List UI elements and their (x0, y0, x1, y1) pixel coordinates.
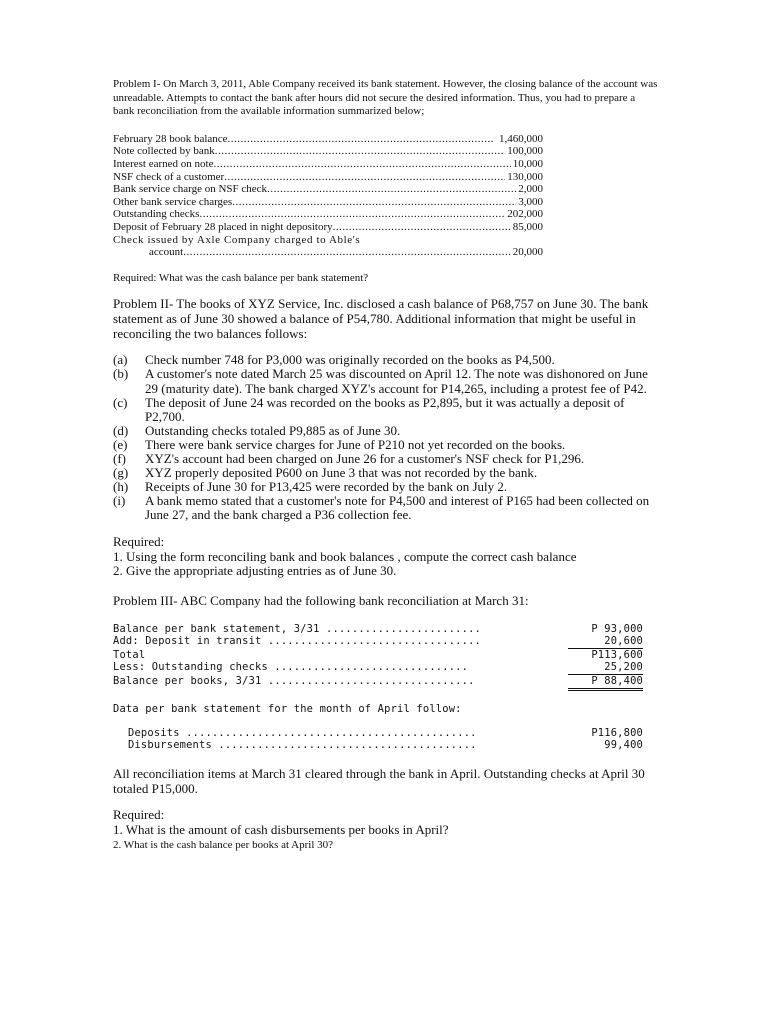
required-label: Required: (113, 807, 165, 823)
ledger-label: Note collected by bank (113, 145, 215, 158)
item-text: A customer's note dated March 25 was discounted on April 12. The note was dishonored on June 29 (maturity date). The bank charged XYZ's account for P14,265, including a protest fee of P42. (145, 366, 648, 396)
item-letter: (g) (113, 465, 129, 481)
ledger-amount: 20,000 (512, 246, 543, 259)
item-text: Check number 748 for P3,000 was originally recorded on the books as P4,500. (145, 352, 555, 368)
ledger-label: NSF check of a customer (113, 170, 225, 183)
recon-value: 20,600 (568, 635, 643, 649)
list-item (113, 396, 658, 424)
item-text: The deposit of June 24 was recorded on the books as P2,895, but it was actually a deposit of P2,700. (145, 394, 625, 424)
problem2-required (113, 535, 658, 578)
ledger-label: Deposit of February 28 placed in night depository (113, 220, 333, 233)
ledger-row (113, 246, 543, 259)
data-value: P116,800 (591, 726, 643, 739)
recon-label: Balance per bank statement, 3/31 ........................ (113, 622, 481, 635)
recon-label: Balance per books, 3/31 ................................ (113, 675, 475, 688)
ledger-row (113, 133, 543, 146)
list-item (113, 494, 658, 522)
item-letter: (e) (113, 436, 128, 452)
ledger-amount: 85,000 (512, 220, 543, 233)
ledger-amount: 130,000 (507, 170, 543, 183)
recon-value: P 88,400 (568, 675, 643, 691)
problem3-intro: Problem III- ABC Company had the following bank reconciliation at March 31: (113, 592, 529, 608)
ledger-amount: 2,000 (518, 183, 543, 196)
list-item (113, 424, 658, 438)
ledger-label-continued: Check issued by Axle Company charged to Able's (113, 233, 361, 246)
recon-row (113, 635, 658, 649)
required-item: 1. Using the form reconciling bank and book balances , compute the correct cash balance (113, 548, 577, 564)
problem2-intro: Problem II- The books of XYZ Service, Inc. disclosed a cash balance of P68,757 on June 30. The bank statement as of June 30 showed a balance of P54,780. Additional information that might be useful in reconciling the two balances follows: (113, 295, 649, 342)
recon-row (113, 675, 658, 691)
ledger-amount: 10,000 (512, 157, 543, 170)
item-letter: (i) (113, 493, 126, 509)
recon-label: Add: Deposit in transit ................................. (113, 635, 481, 648)
item-letter: (d) (113, 422, 129, 438)
document-page (113, 78, 658, 852)
list-item (113, 367, 658, 395)
list-item (113, 466, 658, 480)
data-label: Disbursements ........................................ (128, 739, 477, 752)
recon-value: 25,200 (568, 661, 643, 675)
item-letter: (f) (113, 450, 126, 466)
recon-label: Less: Outstanding checks .............................. (113, 661, 469, 674)
item-text: XYZ's account had been charged on June 26 for a customer's NSF check for P1,296. (145, 450, 585, 466)
problem1-ledger (113, 133, 658, 259)
required-label: Required: (113, 534, 165, 550)
problem3-required (113, 808, 658, 852)
recon-row (113, 623, 658, 636)
list-item (113, 452, 658, 466)
item-letter: (c) (113, 394, 128, 410)
recon-value: P 93,000 (591, 622, 643, 635)
ledger-row (113, 183, 543, 196)
ledger-row (113, 196, 543, 209)
problem1-intro: Problem I- On March 3, 2011, Able Company received its bank statement. However, the closing balance of the account was unreadable. Attempts to contact the bank after hours did not secure the desired information. Thus, you had to prepare a bank reconciliation from the available information summarized below; (113, 78, 658, 118)
item-text: There were bank service charges for June of P210 not yet recorded on the books. (145, 436, 566, 452)
ledger-label: Bank service charge on NSF check (113, 183, 268, 196)
item-letter: (b) (113, 366, 129, 382)
ledger-amount: 1,460,000 (499, 132, 543, 145)
ledger-row (113, 145, 543, 158)
ledger-label: Other bank service charges (113, 195, 233, 208)
required-item: 1. What is the amount of cash disbursements per books in April? (113, 822, 449, 838)
recon-row (113, 649, 658, 662)
data-row (113, 727, 658, 740)
problem1-required: Required: What was the cash balance per bank statement? (113, 271, 369, 284)
ledger-amount: 100,000 (507, 145, 543, 158)
ledger-label: February 28 book balance (113, 132, 228, 145)
recon-row (113, 661, 658, 675)
ledger-row (113, 171, 543, 184)
problem2-items (113, 353, 658, 522)
ledger-label: account (149, 246, 184, 259)
recon-label: Total (113, 648, 146, 661)
problem3-note: All reconciliation items at March 31 cleared through the bank in April. Outstanding checks at April 30 totaled P15,000. (113, 765, 645, 797)
list-item (113, 480, 658, 494)
item-letter: (a) (113, 352, 128, 368)
item-letter: (h) (113, 479, 129, 495)
data-value: 99,400 (604, 739, 643, 752)
data-label: Deposits ............................................. (128, 726, 477, 739)
item-text: Outstanding checks totaled P9,885 as of June 30. (145, 422, 401, 438)
ledger-row (113, 208, 543, 221)
ledger-label: Interest earned on note (113, 157, 214, 170)
item-text: A bank memo stated that a customer's note for P4,500 and interest of P165 had been collected on June 27, and the bank charged a P36 collection fee. (145, 493, 650, 523)
ledger-label: Outstanding checks (113, 208, 200, 221)
data-row (113, 739, 658, 752)
item-text: XYZ properly deposited P600 on June 3 that was not recorded by the bank. (145, 465, 538, 481)
required-item: 2. Give the appropriate adjusting entries as of June 30. (113, 563, 397, 579)
problem3-data-header: Data per bank statement for the month of April follow: (113, 702, 462, 715)
problem3-data-rows (113, 727, 658, 752)
ledger-amount: 3,000 (518, 195, 543, 208)
problem3-reconciliation (113, 623, 658, 691)
ledger-row (113, 221, 543, 234)
list-item (113, 353, 658, 367)
recon-value: P113,600 (591, 648, 643, 661)
ledger-row (113, 158, 543, 171)
list-item (113, 438, 658, 452)
item-text: Receipts of June 30 for P13,425 were recorded by the bank on July 2. (145, 479, 508, 495)
ledger-amount: 202,000 (507, 208, 543, 221)
required-item: 2. What is the cash balance per books at April 30? (113, 838, 334, 851)
